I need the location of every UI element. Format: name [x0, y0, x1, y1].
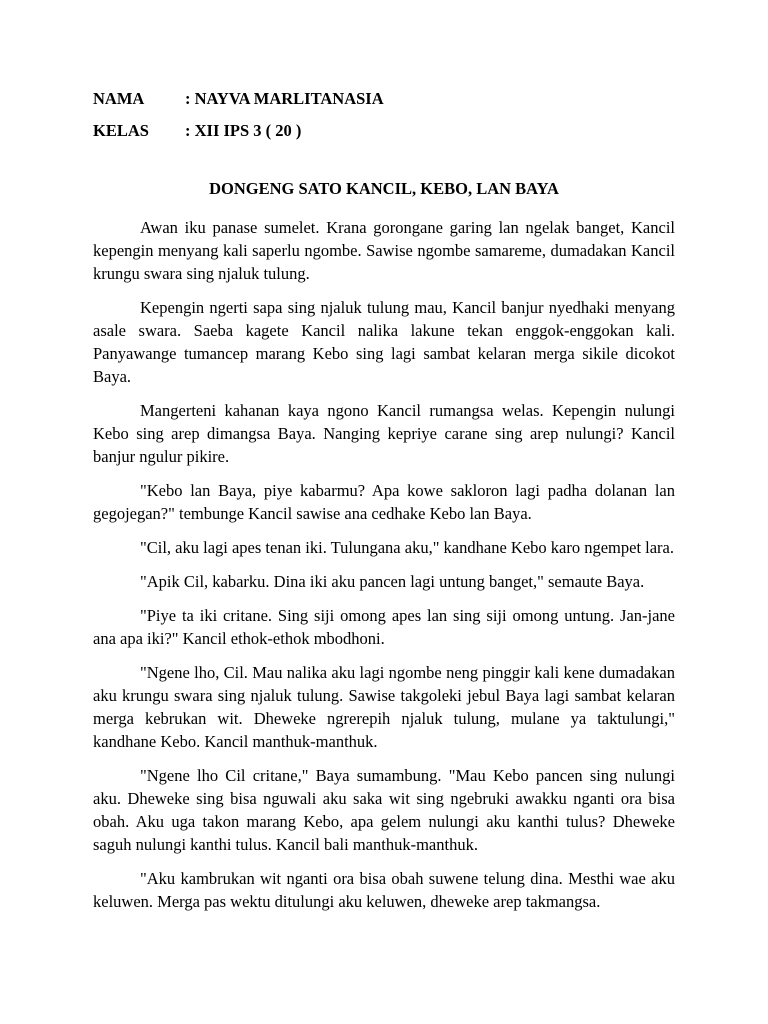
class-value: : XII IPS 3 ( 20 ): [185, 121, 302, 140]
class-label: KELAS: [93, 121, 149, 140]
name-value: : NAYVA MARLITANASIA: [185, 89, 384, 108]
document-page: [93, 88, 675, 924]
paragraph: "Ngene lho Cil critane," Baya sumambung. "Mau Kebo pancen sing nulungi aku. Dheweke sing bisa nguwali aku saka wit sing ngebruki awakku nganti ora bisa obah. Aku uga takon marang Kebo, apa gelem nulungi aku kanthi tulus? Dheweke saguh nulungi kanthi tulus. Kancil bali manthuk-manthuk.: [93, 766, 675, 854]
class-row: [93, 120, 675, 142]
name-row: [93, 88, 675, 110]
name-label: NAMA: [93, 89, 145, 108]
paragraph: "Aku kambrukan wit nganti ora bisa obah suwene telung dina. Mesthi wae aku keluwen. Merga pas wektu ditulungi aku keluwen, dheweke arep takmangsa.: [93, 869, 675, 911]
paragraph: "Apik Cil, kabarku. Dina iki aku pancen lagi untung banget," semaute Baya.: [140, 572, 645, 591]
paragraph: "Cil, aku lagi apes tenan iki. Tulungana aku," kandhane Kebo karo ngempet lara.: [140, 538, 675, 557]
paragraph: "Kebo lan Baya, piye kabarmu? Apa kowe sakloron lagi padha dolanan lan gegojegan?" tembunge Kancil sawise ana cedhake Kebo lan Baya.: [93, 481, 675, 523]
paragraph: Mangerteni kahanan kaya ngono Kancil rumangsa welas. Kepengin nulungi Kebo sing arep dimangsa Baya. Nanging kepriye carane sing arep nulungi? Kancil banjur ngulur pikire.: [93, 401, 675, 466]
paragraph: "Ngene lho, Cil. Mau nalika aku lagi ngombe neng pinggir kali kene dumadakan aku krungu swara sing njaluk tulung. Sawise takgoleki jebul Baya lagi sambat kelaran merga kebrukan wit. Dheweke ngrerepih njaluk tulung, mulane ya taktulungi," kandhane Kebo. Kancil manthuk-manthuk.: [93, 663, 675, 751]
paragraph: Awan iku panase sumelet. Krana gorongane garing lan ngelak banget, Kancil kepengin menyang kali saperlu ngombe. Sawise ngombe samareme, dumadakan Kancil krungu swara sing njaluk tulung.: [93, 218, 675, 283]
paragraph: Kepengin ngerti sapa sing njaluk tulung mau, Kancil banjur nyedhaki menyang asale swara. Saeba kagete Kancil nalika lakune tekan enggok-enggokan kali. Panyawange tumancep marang Kebo sing lagi sambat kelaran merga sikile dicokot Baya.: [93, 298, 675, 386]
paragraph: "Piye ta iki critane. Sing siji omong apes lan sing siji omong untung. Jan-jane ana apa iki?" Kancil ethok-ethok mbodhoni.: [93, 606, 675, 648]
story-title: DONGENG SATO KANCIL, KEBO, LAN BAYA: [209, 179, 559, 198]
